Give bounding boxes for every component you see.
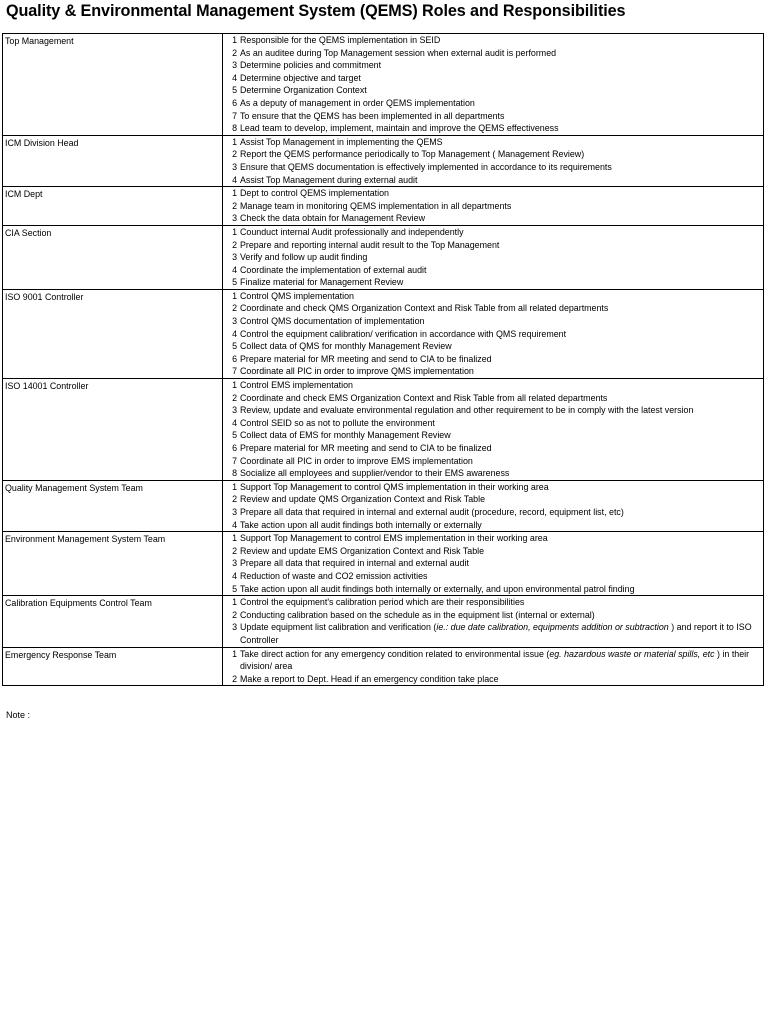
item-text-italic: eg. hazardous waste or material spills, etc — [549, 648, 715, 659]
item-text: Prepare and reporting internal audit result to the Top Management — [240, 239, 500, 250]
role-name: ICM Division Head — [3, 135, 223, 186]
responsibility-item — [223, 110, 763, 123]
role-row — [3, 187, 764, 226]
role-name: CIA Section — [3, 225, 223, 289]
item-text — [240, 621, 763, 646]
responsibility-item — [223, 467, 763, 480]
item-text: Determine policies and commitment — [240, 60, 382, 71]
item-text: Collect data of EMS for monthly Management Review — [240, 430, 451, 441]
item-text: Support Top Management to control EMS implementation in their working area — [240, 533, 548, 544]
item-text: Control EMS implementation — [240, 380, 353, 391]
item-text: Collect data of QMS for monthly Management Review — [240, 341, 452, 352]
item-text: Responsible for the QEMS implementation in SEID — [240, 35, 441, 45]
item-text: Control SEID so as not to pollute the environment — [240, 417, 435, 428]
item-text: Review and update QMS Organization Context and Risk Table — [240, 494, 486, 505]
item-number: 4 — [232, 417, 237, 428]
page-title: Quality & Environmental Management System (QEMS) Roles and Responsibilities — [6, 2, 626, 20]
responsibility-item — [223, 251, 763, 264]
item-text: Control the equipment's calibration period which are their responsibilities — [240, 597, 525, 608]
item-text: Review, update and evaluate environmental regulation and other requirement to be in comply with the latest version — [240, 405, 694, 416]
item-text-part: ) in their division/ area — [240, 648, 750, 672]
item-text-part: Update equipment list calibration and verification ( — [240, 622, 437, 633]
role-name: ISO 14001 Controller — [3, 379, 223, 481]
role-row — [3, 289, 764, 378]
responsibility-item — [223, 122, 763, 135]
item-text: Support Top Management to control QMS implementation in their working area — [240, 481, 549, 492]
responsibility-item — [223, 340, 763, 353]
responsibility-item — [223, 276, 763, 289]
item-number: 1 — [232, 226, 237, 237]
item-text: As an auditee during Top Management session when external audit is performed — [240, 47, 557, 58]
item-text: Determine Organization Context — [240, 85, 367, 96]
role-row — [3, 135, 764, 186]
responsibility-item — [223, 239, 763, 252]
responsibility-item — [223, 187, 763, 200]
item-text-part: Take direct action for any emergency condition related to environmental issue ( — [240, 648, 550, 659]
role-row — [3, 647, 764, 686]
responsibility-item — [223, 174, 763, 187]
responsibility-list — [223, 596, 764, 647]
item-number: 5 — [232, 430, 237, 441]
item-number: 2 — [232, 47, 237, 58]
item-text: Take action upon all audit findings both internally or externally — [240, 519, 482, 530]
item-text: Coordinate and check QMS Organization Context and Risk Table from all related departments — [240, 303, 609, 314]
role-name: Emergency Response Team — [3, 647, 223, 686]
item-number: 6 — [232, 97, 237, 108]
item-number: 4 — [232, 264, 237, 275]
item-number: 5 — [232, 85, 237, 96]
role-name: Top Management — [3, 34, 223, 136]
responsibility-item — [223, 161, 763, 174]
responsibility-item — [223, 212, 763, 225]
responsibility-item — [223, 97, 763, 110]
responsibility-item — [223, 417, 763, 430]
item-number: 3 — [232, 213, 237, 224]
item-number: 2 — [232, 239, 237, 250]
responsibility-item — [223, 481, 763, 494]
item-text: Manage team in monitoring QEMS implementation in all departments — [240, 200, 512, 211]
item-number: 3 — [232, 405, 237, 416]
item-number: 1 — [232, 136, 237, 147]
item-number: 7 — [232, 366, 237, 377]
role-row — [3, 480, 764, 531]
item-text: Finalize material for Management Review — [240, 277, 404, 288]
item-number: 2 — [232, 392, 237, 403]
item-number: 8 — [232, 468, 237, 479]
note-label: Note : — [6, 710, 31, 720]
responsibility-list — [223, 289, 764, 378]
item-text: Report the QEMS performance periodically to Top Management ( Management Review) — [240, 149, 585, 160]
responsibility-item — [223, 596, 763, 609]
responsibility-item — [223, 404, 763, 417]
item-number: 3 — [232, 252, 237, 263]
item-number: 6 — [232, 353, 237, 364]
responsibility-item — [223, 84, 763, 97]
item-number: 5 — [232, 583, 237, 594]
item-number: 3 — [232, 60, 237, 71]
responsibility-item — [223, 392, 763, 405]
item-number: 2 — [232, 200, 237, 211]
item-number: 3 — [232, 558, 237, 569]
item-text-part: ) and report it to ISO Controller — [240, 622, 752, 645]
item-number: 7 — [232, 455, 237, 466]
responsibility-list — [223, 647, 764, 686]
item-number: 3 — [232, 622, 237, 633]
role-name: ICM Dept — [3, 187, 223, 226]
item-text: Control QMS documentation of implementation — [240, 316, 425, 327]
responsibility-item — [223, 302, 763, 315]
item-text: Review and update EMS Organization Context and Risk Table — [240, 545, 485, 556]
responsibility-item — [223, 609, 763, 622]
item-number: 2 — [232, 149, 237, 160]
responsibility-item — [223, 621, 763, 646]
item-text: Control the equipment calibration/ verification in accordance with QMS requirement — [240, 328, 567, 339]
item-number: 6 — [232, 443, 237, 453]
responsibility-item — [223, 353, 763, 366]
responsibility-item — [223, 264, 763, 277]
item-text: Coordinate all PIC in order to improve EMS implementation — [240, 455, 473, 466]
item-text: Coordinate and check EMS Organization Context and Risk Table from all related departments — [240, 392, 608, 403]
item-text: Make a report to Dept. Head if an emergency condition take place — [240, 673, 499, 684]
item-number: 1 — [232, 290, 237, 301]
responsibility-item — [223, 379, 763, 392]
item-text: Conducting calibration based on the schedule as in the equipment list (internal or external) — [240, 609, 595, 620]
item-number: 1 — [232, 481, 237, 492]
item-number: 5 — [232, 277, 237, 288]
item-text: As a deputy of management in order QEMS implementation — [240, 97, 475, 108]
item-number: 1 — [232, 188, 237, 199]
responsibility-list — [223, 379, 764, 481]
item-number: 2 — [232, 609, 237, 620]
item-number: 2 — [232, 545, 237, 556]
responsibility-item — [223, 34, 763, 47]
item-number: 1 — [232, 35, 237, 45]
responsibility-item — [223, 648, 763, 673]
item-text: Counduct internal Audit professionally and independently — [240, 226, 464, 237]
item-text: Coordinate the implementation of external audit — [240, 264, 427, 275]
responsibility-item — [223, 47, 763, 60]
responsibility-item — [223, 328, 763, 341]
role-name: Quality Management System Team — [3, 480, 223, 531]
item-text: Lead team to develop, implement, maintain and improve the QEMS effectiveness — [240, 123, 559, 134]
item-text: Check the data obtain for Management Review — [240, 213, 426, 224]
responsibility-item — [223, 315, 763, 328]
item-text: Determine objective and target — [240, 72, 361, 83]
responsibility-item — [223, 506, 763, 519]
role-row — [3, 532, 764, 596]
responsibility-item — [223, 429, 763, 442]
role-name: Environment Management System Team — [3, 532, 223, 596]
responsibility-item — [223, 673, 763, 686]
item-number: 4 — [232, 328, 237, 339]
responsibility-item — [223, 455, 763, 468]
item-text: Prepare all data that required in internal and external audit — [240, 558, 469, 569]
item-text — [240, 648, 763, 673]
item-number: 4 — [232, 570, 237, 581]
item-text: Prepare material for MR meeting and send to CIA to be finalized — [240, 353, 492, 364]
item-number: 5 — [232, 341, 237, 352]
item-text: Verify and follow up audit finding — [240, 252, 368, 263]
item-text: Ensure that QEMS documentation is effectively implemented in accordance to its requirements — [240, 161, 612, 172]
item-number: 3 — [232, 316, 237, 327]
item-text: Take action upon all audit findings both internally or externally, and upon environmental patrol finding — [240, 583, 635, 594]
responsibility-list — [223, 532, 764, 596]
roles-table-body — [3, 34, 764, 686]
role-name: ISO 9001 Controller — [3, 289, 223, 378]
item-number: 2 — [232, 673, 237, 684]
item-text: Dept to control QEMS implementation — [240, 188, 389, 199]
responsibility-list — [223, 187, 764, 226]
item-number: 4 — [232, 174, 237, 185]
item-number: 3 — [232, 506, 237, 517]
role-row — [3, 379, 764, 481]
responsibility-item — [223, 136, 763, 149]
responsibility-item — [223, 365, 763, 378]
responsibility-item — [223, 200, 763, 213]
item-text-italic: ie.: due date calibration, equipments addition or subtraction — [436, 622, 669, 633]
responsibility-item — [223, 557, 763, 570]
item-number: 1 — [232, 648, 237, 659]
item-number: 2 — [232, 303, 237, 314]
item-number: 3 — [232, 161, 237, 172]
responsibility-item — [223, 519, 763, 532]
responsibility-item — [223, 493, 763, 506]
responsibility-item — [223, 570, 763, 583]
item-number: 8 — [232, 123, 237, 134]
responsibility-item — [223, 290, 763, 303]
item-number: 1 — [232, 533, 237, 544]
responsibility-item — [223, 583, 763, 596]
responsibility-item — [223, 442, 763, 455]
roles-table — [2, 33, 764, 686]
responsibility-list — [223, 34, 764, 136]
item-number: 2 — [232, 494, 237, 505]
item-text: Socialize all employees and supplier/vendor to their EMS awareness — [240, 468, 510, 479]
item-number: 4 — [232, 519, 237, 530]
role-row — [3, 225, 764, 289]
item-number: 4 — [232, 72, 237, 83]
responsibility-item — [223, 59, 763, 72]
item-number: 1 — [232, 597, 237, 608]
item-text: Prepare material for MR meeting and send to CIA to be finalized — [240, 443, 492, 453]
item-text: To ensure that the QEMS has been implemented in all departments — [240, 110, 505, 121]
responsibility-item — [223, 72, 763, 85]
item-number: 1 — [232, 380, 237, 391]
role-row — [3, 596, 764, 647]
responsibility-list — [223, 480, 764, 531]
responsibility-item — [223, 532, 763, 545]
item-text: Prepare all data that required in internal and external audit (procedure, record, equipment list, etc) — [240, 506, 624, 517]
item-number: 7 — [232, 110, 237, 121]
item-text: Assist Top Management during external audit — [240, 174, 418, 185]
role-row — [3, 34, 764, 136]
role-name: Calibration Equipments Control Team — [3, 596, 223, 647]
responsibility-item — [223, 545, 763, 558]
responsibility-list — [223, 135, 764, 186]
item-text: Coordinate all PIC in order to improve QMS implementation — [240, 366, 474, 377]
responsibility-list — [223, 225, 764, 289]
item-text: Reduction of waste and CO2 emission activities — [240, 570, 428, 581]
responsibility-item — [223, 148, 763, 161]
item-text: Assist Top Management in implementing the QEMS — [240, 136, 443, 147]
responsibility-item — [223, 226, 763, 239]
item-text: Control QMS implementation — [240, 290, 354, 301]
